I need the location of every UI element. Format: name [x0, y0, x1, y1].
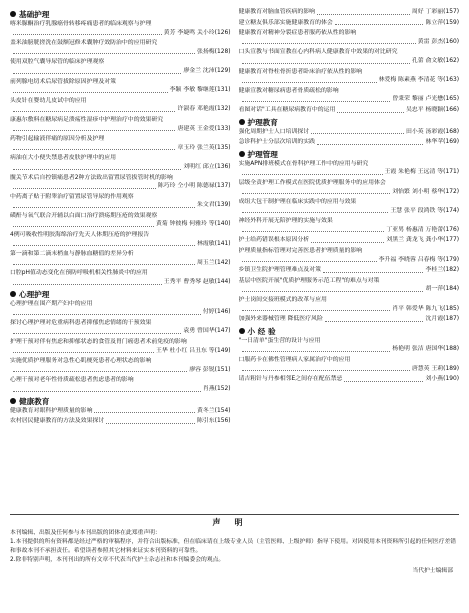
- bullet-icon: [239, 119, 245, 125]
- section-heading: [239, 117, 460, 128]
- article-authors-page: 林爱梅 陈素燕 李清花 等(163): [378, 77, 459, 84]
- section-heading-label: 健康教育: [19, 396, 50, 406]
- article-title: 加强外来器械管理 降低医疗风险: [238, 316, 323, 323]
- section-heading-label: 护理教育: [247, 117, 278, 127]
- declaration-box: [10, 514, 459, 576]
- dot-leader: [242, 174, 383, 175]
- article-title: 基层中医院开展"优质护理服务示范工程"的难点与对策: [238, 277, 380, 284]
- article-entry[interactable]: [10, 407, 231, 416]
- article-authors-page: 黄冬兰(154): [196, 407, 231, 414]
- article-entry[interactable]: [10, 319, 231, 336]
- article-title: 强化周期护士人口培训探讨: [238, 128, 310, 135]
- dot-leader: [317, 14, 410, 15]
- article-title: 探讨心理护理对危重病科患者抑郁焦虑情绪的干预效果: [10, 319, 152, 326]
- article-line: [239, 315, 460, 324]
- contents-column-left: [10, 8, 231, 520]
- article-authors-page: 李颖 李敏 黎继莲(131): [169, 87, 231, 94]
- article-entry[interactable]: [10, 20, 231, 37]
- article-title: 健康教育对精神分裂症患者服药依从性的影响: [238, 30, 357, 37]
- article-entry[interactable]: [239, 48, 460, 65]
- dot-leader: [337, 112, 403, 113]
- article-authors-page: 李桂兰(182): [425, 267, 459, 274]
- article-authors-page: 刘怡繁 刘小明 蔡华(172): [392, 188, 459, 195]
- article-entry[interactable]: [239, 179, 460, 196]
- article-byline: [10, 278, 231, 287]
- article-entry[interactable]: [10, 376, 231, 393]
- article-title: 盖米油膀胱搓洗在鼓额冠修术囊肿疗效防治中的应用研究: [10, 40, 158, 47]
- article-byline: [10, 308, 231, 317]
- article-title: 急诊科护士分层次培训的实践: [238, 139, 316, 146]
- article-title: 护士岗间交接班模式的改革与应用: [238, 297, 327, 304]
- article-byline: [10, 366, 231, 375]
- article-line: [239, 138, 460, 147]
- contents-column-right: [239, 8, 460, 520]
- section-heading-label: 护理管理: [247, 149, 278, 159]
- article-title: 护理质量指标管理对完善医患者护理质量的影响: [238, 248, 363, 255]
- article-title: 髋关节术后自控镇痛患者2种方法致出留置尿管拔管时机的影响: [10, 174, 173, 181]
- article-authors-page: 唐慧英 王莉(189): [411, 365, 459, 372]
- article-title: 农村居民健康教育的方法及效果探讨: [10, 418, 105, 425]
- article-title: 神经外科开展无陪护理的实施与效果: [238, 218, 333, 225]
- declaration-intro: 本刊编辑、出版及任何参与本刊出版的团体在此郑重声明：: [10, 530, 161, 536]
- article-entry[interactable]: [239, 315, 460, 324]
- article-byline: [10, 105, 231, 114]
- article-title: 健康宣教对糖尿病患者骨质疏松的影响: [238, 87, 339, 94]
- article-title: 建立糖友俱乐部实施健康教育的体会: [238, 19, 333, 26]
- article-entry[interactable]: [10, 269, 231, 286]
- article-title: 磺酐与氧气联合开辅以白面口治疗溃疡期压疮的效果观察: [10, 212, 158, 219]
- section-heading: [239, 149, 460, 160]
- section-heading-label: 心理护理: [19, 289, 50, 299]
- article-byline: [239, 38, 460, 47]
- article-title: 请吉粗针与丹参相邻E之间存在配伍禁忌: [238, 376, 343, 383]
- article-authors-page: 唐建英 王金爱(133): [177, 125, 231, 132]
- article-entry[interactable]: [239, 247, 460, 264]
- article-title: 中药离子贴于附睾治疗留置尿管导尿的作用观察: [10, 193, 134, 200]
- dot-leader: [13, 92, 168, 93]
- article-byline: [10, 67, 231, 76]
- article-authors-page: 章玉玲 张兰英(135): [177, 144, 231, 151]
- article-authors-page: 丁亚男 杨惠清 万艳蕾(176): [386, 226, 459, 233]
- article-title: 实施优质护理服务对急性心肌梗死患者心理状态的影响: [10, 358, 152, 365]
- dot-leader: [13, 284, 162, 285]
- article-byline: [10, 86, 231, 95]
- declaration-signature: 当代护士编辑部: [412, 568, 453, 574]
- article-byline: [239, 207, 460, 216]
- dot-leader: [242, 43, 416, 44]
- article-title: 健康教育对眼科护理质量的影响: [10, 407, 93, 414]
- article-line: [239, 375, 460, 384]
- dot-leader: [335, 24, 424, 25]
- bullet-icon: [239, 328, 245, 334]
- article-entry[interactable]: [239, 236, 460, 245]
- article-title: 护理干预对伴有焦虑和抑郁状态的食管及胃门癌患者术前免疫的影响: [10, 339, 187, 345]
- article-entry[interactable]: [10, 97, 231, 114]
- article-title: 病油在大小便失禁患者皮肤护理中的应用: [10, 155, 117, 162]
- article-authors-page: 杨艳明 张洁 唐国华(188): [392, 346, 459, 353]
- article-entry[interactable]: [10, 357, 231, 374]
- dot-leader: [13, 245, 195, 246]
- dot-leader: [13, 73, 181, 74]
- article-byline: [239, 285, 460, 294]
- article-title: 口头宣教与书面宣教在心内科病人健康教育中效果的对比研究: [238, 49, 398, 56]
- bullet-icon: [10, 398, 16, 404]
- article-entry[interactable]: [239, 296, 460, 313]
- article-authors-page: 付婷(146): [202, 309, 231, 316]
- article-title: 健康教育对脑血管疾病的影响: [238, 9, 316, 15]
- article-byline: [239, 57, 460, 66]
- article-title: 第一滴和第二滴末梢血与静脉血糖值的差异分析: [10, 251, 134, 258]
- dot-leader: [242, 193, 391, 194]
- article-entry[interactable]: [10, 417, 231, 426]
- bullet-icon: [10, 291, 16, 297]
- article-byline: [239, 188, 460, 197]
- dot-leader: [242, 310, 391, 311]
- dot-leader: [242, 63, 410, 64]
- article-title: 心理干预对老年性骨质疏松患者焦虑患者的影响: [10, 377, 134, 384]
- article-title: 健康教育对脊柱骨折患者卧床治疗依从性的影响: [238, 68, 363, 75]
- article-byline: [10, 385, 231, 394]
- article-title: 成组大包干制护理在临床实践中的应用与效果: [238, 199, 357, 206]
- article-authors-page: 沈月霞(187): [425, 316, 459, 323]
- article-entry[interactable]: [10, 58, 231, 75]
- dot-leader: [13, 391, 201, 392]
- article-byline: [10, 125, 231, 134]
- article-entry[interactable]: [10, 116, 231, 133]
- article-byline: [10, 144, 231, 153]
- article-byline: [239, 76, 460, 85]
- dot-leader: [242, 82, 377, 83]
- article-authors-page: 李升福 李晓蓉 吕春梅 等(179): [378, 256, 459, 263]
- article-title: 4例可吸收性明胶海绵治疗先天人体期压疮的护理报告: [10, 232, 150, 239]
- article-title: 心理护理在围产期产妇中的应用: [10, 300, 93, 307]
- article-authors-page: 陈引东(156): [196, 418, 231, 425]
- article-entry[interactable]: [239, 266, 460, 275]
- dot-leader: [242, 261, 377, 262]
- article-line: [10, 407, 231, 416]
- section-heading: [10, 396, 231, 407]
- declaration-title: 声明: [212, 518, 257, 527]
- article-authors-page: 黄雷 彭杰(160): [417, 38, 459, 45]
- article-entry[interactable]: [239, 68, 460, 85]
- dot-leader: [242, 291, 424, 292]
- dot-leader: [94, 412, 195, 413]
- article-authors-page: 廖容 彭锐(151): [189, 366, 231, 373]
- article-entry[interactable]: [10, 338, 231, 355]
- article-title: 前列腺电切术后尿管拔除原因护理及对策: [10, 78, 117, 85]
- article-entry[interactable]: [239, 19, 460, 28]
- dot-leader: [311, 133, 404, 134]
- article-title: 头皮针在婴幼儿皮试中的应用: [10, 97, 87, 104]
- section-heading: [10, 9, 231, 20]
- dot-leader: [106, 423, 195, 424]
- dot-leader: [344, 381, 423, 382]
- article-authors-page: 刘小燕(190): [425, 376, 459, 383]
- article-authors-page: 刘明红 邱立(136): [183, 163, 231, 170]
- article-entry[interactable]: [239, 375, 460, 384]
- article-byline: [239, 305, 460, 314]
- dot-leader: [13, 149, 175, 150]
- article-entry[interactable]: [239, 160, 460, 177]
- article-title: 康惠尔敷料在糖尿病足溃疡性湿疹中护理治疗中的效果研究: [10, 116, 164, 123]
- article-entry[interactable]: [10, 300, 231, 317]
- dot-leader: [13, 226, 154, 227]
- dot-leader: [13, 264, 195, 265]
- article-authors-page: 朱文君(139): [196, 202, 231, 209]
- article-authors-page: 肖燕(152): [202, 385, 231, 392]
- article-entry[interactable]: [239, 337, 460, 354]
- article-entry[interactable]: [239, 106, 460, 115]
- article-authors-page: 王霞 朱艳梅 王远清 等(171): [384, 169, 459, 176]
- article-authors-page: 林华苹(169): [425, 139, 459, 146]
- article-entry[interactable]: [10, 250, 231, 267]
- article-entry[interactable]: [10, 174, 231, 191]
- section-heading: [10, 289, 231, 300]
- article-byline: [239, 95, 460, 104]
- article-line: [239, 236, 460, 245]
- bullet-icon: [239, 151, 245, 157]
- article-line: [10, 417, 231, 426]
- article-entry[interactable]: [10, 154, 231, 171]
- article-title: "一日清单"蛋生营的设计与应用: [238, 337, 321, 344]
- article-byline: [10, 48, 231, 57]
- article-line: [239, 8, 460, 17]
- article-authors-page: 孔蕾 俞文敏(162): [411, 57, 459, 64]
- article-byline: [239, 365, 460, 374]
- article-byline: [239, 226, 460, 235]
- article-title: 层级全责护理工作模式在医院优质护理服务中的应用体会: [238, 179, 386, 186]
- section-heading: [239, 326, 460, 337]
- article-entry[interactable]: [10, 39, 231, 56]
- dot-leader: [323, 272, 424, 273]
- article-authors-page: 袁勇 曾国华(147): [183, 328, 231, 335]
- dot-leader: [242, 370, 410, 371]
- dot-leader: [13, 333, 181, 334]
- dot-leader: [13, 207, 195, 208]
- dot-leader: [13, 352, 154, 353]
- article-authors-page: 周玉兰(142): [196, 259, 231, 266]
- dot-leader: [13, 371, 187, 372]
- section-heading-label: 基础护理: [19, 10, 50, 19]
- dot-leader: [13, 34, 162, 35]
- article-entry[interactable]: [239, 356, 460, 373]
- article-authors-page: 黄芳 李婕鸣 关小玲(126): [163, 29, 231, 36]
- article-byline: [10, 182, 231, 191]
- article-title: 药物引起输液伴痛的原因分析及护理: [10, 136, 105, 143]
- article-authors-page: 陈立萍(159): [425, 19, 459, 26]
- article-byline: [239, 168, 460, 177]
- article-authors-page: 黄菊 钟彼梅 何雅玲 等(140): [156, 221, 231, 228]
- article-authors-page: 王秀平 曹秀琴 赵敏(144): [163, 279, 231, 286]
- article-byline: [10, 347, 231, 356]
- article-entry[interactable]: [239, 29, 460, 46]
- dot-leader: [242, 101, 391, 102]
- article-line: [239, 106, 460, 115]
- bullet-icon: [10, 11, 16, 17]
- article-authors-page: 田小英 汤彩霞(168): [405, 128, 459, 135]
- article-entry[interactable]: [10, 135, 231, 152]
- dot-leader: [13, 188, 156, 189]
- article-entry[interactable]: [239, 138, 460, 147]
- article-authors-page: 廖金兰 沈沛(129): [183, 67, 231, 74]
- declaration-item-2: 2.除非特别声明，本刊刊出的所有文章不代表当代护士杂志社和本刊编委会的观点。: [10, 557, 225, 563]
- dot-leader: [317, 144, 423, 145]
- article-entry[interactable]: [239, 128, 460, 137]
- article-title: 乡镇卫生院护理管理难点及对策: [238, 267, 321, 274]
- article-byline: [10, 201, 231, 210]
- article-authors-page: 刘黑兰 龚龙飞 龚小华(177): [386, 237, 459, 244]
- article-byline: [10, 240, 231, 249]
- article-byline: [10, 259, 231, 268]
- article-line: [239, 19, 460, 28]
- dot-leader: [325, 321, 424, 322]
- article-byline: [10, 220, 231, 229]
- section-heading-label: 小 经 验: [247, 326, 276, 336]
- article-entry[interactable]: [239, 87, 460, 104]
- article-authors-page: 张扬梅(128): [196, 48, 231, 55]
- article-authors-page: 吴忠平 杨晓颖(166): [405, 106, 459, 113]
- article-entry[interactable]: [239, 217, 460, 234]
- article-authors-page: 许淑春 邓艳霞(132): [177, 106, 231, 113]
- article-title: 使用双腔气囊导尿管的临床护理观察: [10, 59, 105, 66]
- article-title: 口服药卡在佛性管理病人家属治疗中的应用: [238, 357, 351, 363]
- article-authors-page: 王华 杜小红 吕丑东 等(149): [156, 347, 231, 354]
- article-entry[interactable]: [239, 198, 460, 215]
- article-authors-page: 曾秉荣 黎丽 卢光懋(165): [392, 96, 459, 103]
- article-authors-page: 林霞敏(141): [196, 240, 231, 247]
- article-line: [239, 266, 460, 275]
- article-title: 喀米脲酮治疗乳腺癌骨转移疼痛患者的临床观察与护理: [10, 21, 152, 27]
- declaration-item-1: 1.本刊提供的所有资料都是经过严格的审稿程序，并符合出版标准，但在临床请在上级专业人员（主管医师、上级护师）指导下使用。对因使用本刊资料所引起的任何医疗差错和事故本刊不承担责任。希望读者参照其它材料来证实本刊资料的可靠性。: [10, 539, 457, 554]
- article-entry[interactable]: [10, 212, 231, 229]
- dot-leader: [242, 212, 389, 213]
- article-title: 实施APN排班模式在骨科护理工作中的应用与研究: [238, 160, 369, 167]
- dot-leader: [242, 351, 391, 352]
- contents-columns: [10, 8, 459, 520]
- dot-leader: [13, 130, 175, 131]
- dot-leader: [13, 169, 181, 170]
- article-byline: [10, 29, 231, 38]
- article-byline: [10, 163, 231, 172]
- article-entry[interactable]: [10, 78, 231, 95]
- article-authors-page: 周好 丁彩丽(157): [411, 9, 459, 15]
- dot-leader: [13, 53, 195, 54]
- article-authors-page: 王慧 张平 段鸿铁 等(174): [390, 207, 459, 214]
- article-entry[interactable]: [10, 193, 231, 210]
- article-entry[interactable]: [10, 231, 231, 248]
- article-title: 看图对话"工具在糖尿病教育中的运用: [238, 106, 336, 113]
- dot-leader: [13, 111, 175, 112]
- article-authors-page: 陈巧玲 仝小明 陈德禄(137): [157, 183, 231, 190]
- article-title: 护士给药错误根本原因分析: [238, 237, 310, 244]
- article-title: 口腔pH值动态变化在预防呼吸机相关性肺炎中的应用: [10, 270, 148, 277]
- article-byline: [239, 345, 460, 354]
- article-entry[interactable]: [239, 8, 460, 17]
- dot-leader: [242, 231, 385, 232]
- article-byline: [10, 327, 231, 336]
- article-line: [239, 128, 460, 137]
- article-entry[interactable]: [239, 277, 460, 294]
- article-authors-page: 胡一萍(184): [425, 286, 459, 293]
- dot-leader: [13, 314, 201, 315]
- article-authors-page: 肖平 韩爱华 陈九飞(185): [392, 305, 459, 312]
- article-byline: [239, 256, 460, 265]
- dot-leader: [311, 242, 384, 243]
